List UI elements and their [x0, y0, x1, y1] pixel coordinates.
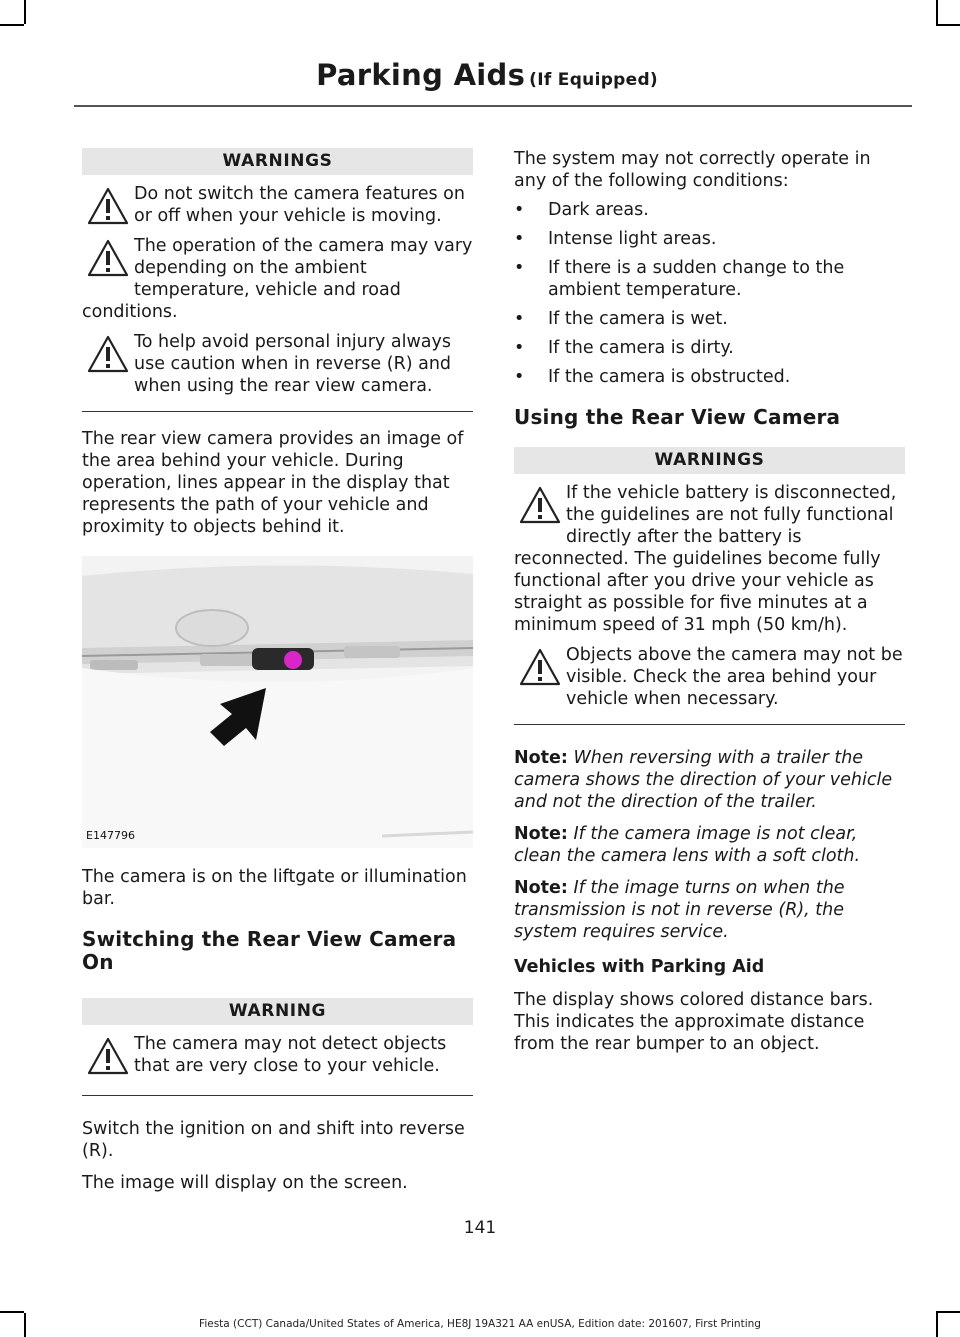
- note: [514, 823, 905, 867]
- crop-mark: [0, 24, 24, 26]
- warning-title: WARNING: [82, 998, 473, 1025]
- warning-triangle-icon: [514, 644, 566, 692]
- list-item: • If the camera is obstructed.: [514, 367, 791, 387]
- camera-location-text: The camera is on the liftgate or illumination bar.: [82, 867, 467, 909]
- display-text: The image will display on the screen.: [82, 1173, 408, 1193]
- crop-mark: [936, 24, 960, 26]
- warnings-box: [514, 447, 905, 725]
- header-rule: [74, 105, 912, 107]
- crop-mark: [936, 1311, 960, 1313]
- list-item: • Dark areas.: [514, 200, 649, 220]
- bullet: •: [514, 309, 525, 329]
- warning-item: [82, 235, 473, 323]
- warning-triangle-icon: [82, 235, 134, 283]
- warning-item: [514, 482, 905, 636]
- warning-text: If the vehicle battery is disconnected, the guidelines are not fully functional directly after the battery is reconnected. The guidelines become fully functional after you drive your vehicle as straight as possible for five minutes at a minimum speed of 31 mph (50 km/h).: [514, 483, 897, 635]
- warnings-title: WARNINGS: [82, 148, 473, 175]
- bullet: •: [514, 200, 525, 220]
- warnings-divider: [514, 710, 905, 725]
- warning-divider: [82, 1081, 473, 1096]
- figure-id: E147796: [86, 829, 135, 842]
- warnings-divider: [82, 397, 473, 412]
- camera-figure: [82, 556, 473, 848]
- note: [514, 877, 905, 943]
- list-item: • If the camera is wet.: [514, 309, 728, 329]
- note-text: When reversing with a trailer the camera shows the direction of your vehicle and not the direction of the trailer.: [514, 748, 893, 812]
- footer: Fiesta (CCT) Canada/United States of America, HE8J 19A321 AA enUSA, Edition date: 201607, First Printing: [199, 1318, 761, 1330]
- section-title-switching: Switching the Rear View Camera On: [82, 927, 457, 974]
- warning-item: [82, 331, 473, 397]
- note-label: Note:: [514, 878, 568, 898]
- note-label: Note:: [514, 748, 568, 768]
- warnings-title: WARNINGS: [514, 447, 905, 474]
- page-number: 141: [463, 1218, 497, 1238]
- bullet: •: [514, 338, 525, 358]
- section-title-using: Using the Rear View Camera: [514, 405, 841, 429]
- warning-item: [82, 1033, 473, 1077]
- crop-mark: [24, 0, 26, 24]
- note-text: If the camera image is not clear, clean the camera lens with a soft cloth.: [514, 824, 861, 866]
- warning-text: Objects above the camera may not be visible. Check the area behind your vehicle when necessary.: [566, 645, 903, 709]
- warning-text: The camera may not detect objects that are very close to your vehicle.: [134, 1034, 447, 1076]
- bullet: •: [514, 367, 525, 387]
- warning-text: To help avoid personal injury always use caution when in reverse (R) and when using the rear view camera.: [134, 332, 452, 396]
- warning-item: [82, 183, 473, 227]
- list-item: • Intense light areas.: [514, 229, 717, 249]
- crop-mark: [0, 1311, 24, 1313]
- parking-aid-title: Vehicles with Parking Aid: [514, 957, 765, 977]
- page-header: [316, 58, 658, 92]
- bullet: •: [514, 258, 525, 278]
- warning-triangle-icon: [514, 482, 566, 530]
- conditions-list: [514, 199, 905, 388]
- crop-mark: [936, 0, 938, 24]
- warnings-box: [82, 148, 473, 412]
- list-item: • If the camera is dirty.: [514, 338, 734, 358]
- list-item: • If there is a sudden change to the ambient temperature.: [514, 258, 845, 300]
- warning-text: The operation of the camera may vary depending on the ambient temperature, vehicle and road conditions.: [82, 236, 473, 322]
- warning-box-single: [82, 998, 473, 1096]
- left-column: [82, 148, 473, 1194]
- note: [514, 747, 905, 813]
- conditions-intro: The system may not correctly operate in any of the following conditions:: [514, 149, 871, 191]
- parking-aid-text: The display shows colored distance bars. This indicates the approximate distance from the rear bumper to an object.: [514, 990, 874, 1054]
- header-title: Parking Aids: [316, 58, 526, 92]
- warning-item: [514, 644, 905, 710]
- note-text: If the image turns on when the transmission is not in reverse (R), the system requires service.: [514, 878, 845, 942]
- header-subtitle: (If Equipped): [529, 70, 658, 90]
- warning-triangle-icon: [82, 331, 134, 379]
- switch-instruction: Switch the ignition on and shift into reverse (R).: [82, 1119, 465, 1161]
- intro-paragraph: The rear view camera provides an image of the area behind your vehicle. During operation, lines appear in the display that represents the path of your vehicle and proximity to objects behind it.: [82, 429, 464, 537]
- note-label: Note:: [514, 824, 568, 844]
- bullet: •: [514, 229, 525, 249]
- warning-triangle-icon: [82, 183, 134, 231]
- warning-triangle-icon: [82, 1033, 134, 1081]
- right-column: [514, 148, 905, 1055]
- warning-text: Do not switch the camera features on or off when your vehicle is moving.: [134, 184, 465, 226]
